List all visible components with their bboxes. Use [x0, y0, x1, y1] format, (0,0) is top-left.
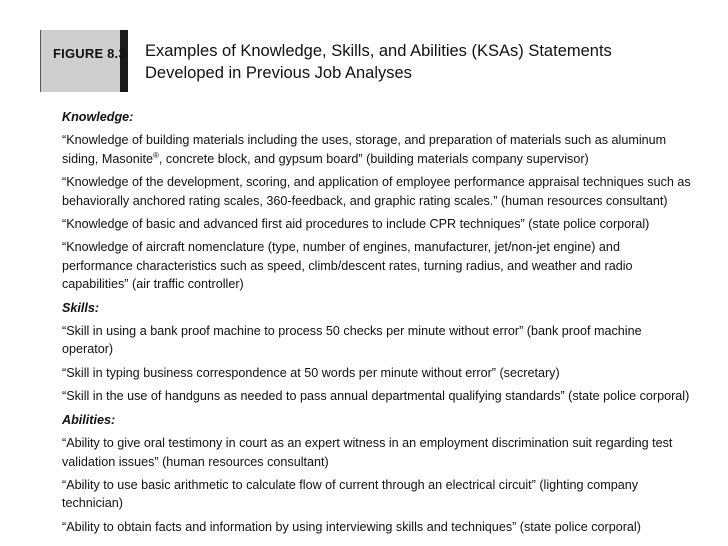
knowledge-statement: “Knowledge of the development, scoring, and application of employee performance appraisal techniques such as behaviorally anchored rating scales, 360-feedback, and graphic rating scales.” (human resources consultant): [62, 175, 691, 208]
figure-label-box: [40, 30, 128, 92]
abilities-heading: Abilities:: [62, 412, 116, 427]
figure-title-line-2: Developed in Previous Job Analyses: [145, 64, 412, 82]
figure-header: [40, 30, 690, 92]
knowledge-statement: “Knowledge of basic and advanced first aid procedures to include CPR techniques” (state police corporal): [62, 217, 650, 232]
skill-statement: “Skill in the use of handguns as needed to pass annual departmental qualifying standards” (state police corporal): [62, 389, 690, 404]
figure-title-line-1: Examples of Knowledge, Skills, and Abilities (KSAs) Statements: [145, 42, 612, 60]
ability-statement: “Ability to give oral testimony in court as an expert witness in an employment discrimination suit regarding test validation issues” (human resources consultant): [62, 436, 673, 469]
skill-statement: “Skill in using a bank proof machine to process 50 checks per minute without error” (bank proof machine operator): [62, 324, 642, 357]
knowledge-statement-text: “Knowledge of building materials including the uses, storage, and preparation of materials such as aluminum siding, Masonite: [62, 133, 667, 166]
knowledge-heading: Knowledge:: [62, 110, 134, 124]
ksa-content: [62, 108, 692, 541]
knowledge-statement-text: , concrete block, and gypsum board” (building materials company supervisor): [158, 151, 589, 166]
ability-statement: “Ability to obtain facts and information by using interviewing skills and techniques” (state police corporal): [62, 519, 641, 534]
figure-label: FIGURE 8.3: [53, 46, 126, 61]
ability-statement: “Ability to use basic arithmetic to calculate flow of current through an electrical circuit” (lighting company technician): [62, 477, 639, 511]
knowledge-statement: “Knowledge of aircraft nomenclature (type, number of engines, manufacturer, jet/non-jet engine) and performance characteristics such as speed, climb/descent rates, turning radius, and weather and radio capabilities” (air traffic controller): [62, 240, 633, 292]
knowledge-statement: [62, 131, 692, 168]
skill-statement: “Skill in typing business correspondence at 50 words per minute without error” (secretary): [62, 365, 560, 380]
registered-mark: ®: [153, 150, 159, 160]
figure-title: [145, 40, 685, 84]
skills-heading: Skills:: [62, 300, 100, 315]
